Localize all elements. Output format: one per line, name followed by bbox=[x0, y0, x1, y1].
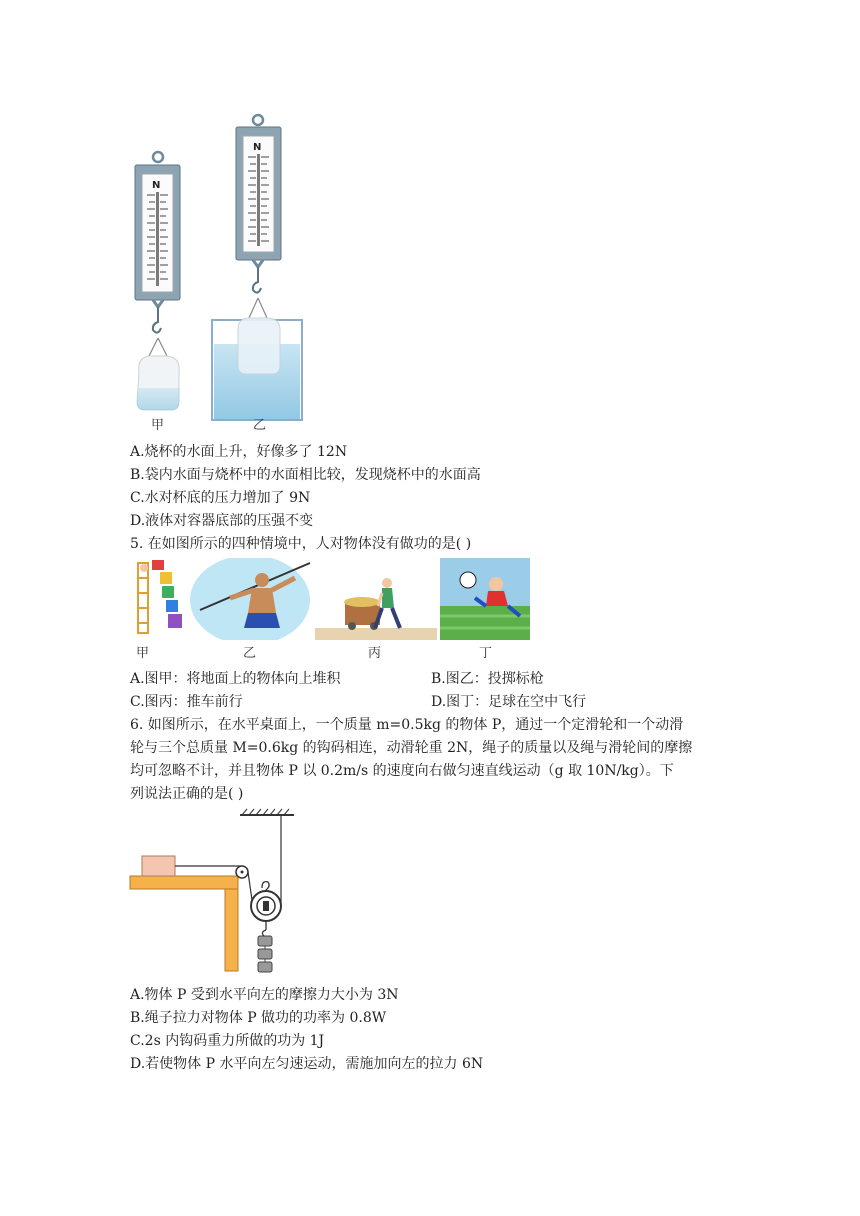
q5-label-yi: 乙 bbox=[243, 646, 257, 661]
q5-label-bing: 丙 bbox=[368, 646, 382, 661]
scene-yi-javelin bbox=[190, 558, 310, 640]
scene-bing-pushing-cart bbox=[315, 578, 437, 640]
scene-jia-stacking bbox=[138, 560, 182, 633]
svg-text:N: N bbox=[253, 142, 262, 153]
q5-label-ding: 丁 bbox=[479, 646, 493, 661]
q4-option-d[interactable]: D.液体对容器底部的压强不变 bbox=[130, 513, 314, 529]
figure-label-yi: 乙 bbox=[253, 418, 267, 433]
q6-stem-line-2: 轮与三个总质量 M=0.6kg 的钩码相连，动滑轮重 2N，绳子的质量以及绳与滑轮间的摩擦 bbox=[130, 740, 693, 756]
q5-option-c[interactable]: C.图丙：推车前行 bbox=[130, 694, 243, 710]
q6-option-a[interactable]: A.物体 P 受到水平向左的摩擦力大小为 3N bbox=[130, 987, 399, 1003]
spring-scale-jia bbox=[135, 152, 180, 410]
q6-stem-line-1: 6. 如图所示，在水平桌面上，一个质量 m=0.5kg 的物体 P，通过一个定滑轮和一个动滑 bbox=[130, 717, 684, 733]
q6-option-b[interactable]: B.绳子拉力对物体 P 做功的功率为 0.8W bbox=[130, 1010, 387, 1026]
q6-option-d[interactable]: D.若使物体 P 水平向左匀速运动，需施加向左的拉力 6N bbox=[130, 1056, 484, 1072]
q5-stem: 5. 在如图所示的四种情境中，人对物体没有做功的是( ) bbox=[130, 536, 472, 552]
q4-option-b[interactable]: B.袋内水面与烧杯中的水面相比较，发现烧杯中的水面高 bbox=[130, 467, 481, 483]
spring-scale-figure bbox=[125, 110, 325, 440]
q5-option-b[interactable]: B.图乙：投掷标枪 bbox=[431, 671, 544, 687]
q4-option-a[interactable]: A.烧杯的水面上升，好像多了 12N bbox=[130, 444, 348, 460]
pulley-figure bbox=[128, 808, 298, 976]
q5-option-d[interactable]: D.图丁：足球在空中飞行 bbox=[431, 694, 587, 710]
svg-text:N: N bbox=[152, 180, 161, 191]
scene-ding-soccer bbox=[440, 558, 530, 640]
q5-figure bbox=[130, 558, 530, 640]
spring-scale-yi bbox=[212, 115, 302, 420]
q6-option-c[interactable]: C.2s 内钩码重力所做的功为 1J bbox=[130, 1033, 325, 1049]
q5-label-jia: 甲 bbox=[136, 646, 150, 661]
figure-label-jia: 甲 bbox=[151, 418, 165, 433]
q6-stem-line-4: 列说法正确的是( ) bbox=[130, 786, 244, 802]
q6-stem-line-3: 均可忽略不计，并且物体 P 以 0.2m/s 的速度向右做匀速直线运动（g 取 10N/kg）。下 bbox=[130, 763, 674, 779]
q4-option-c[interactable]: C.水对杯底的压力增加了 9N bbox=[130, 490, 311, 506]
q5-option-a[interactable]: A.图甲：将地面上的物体向上堆积 bbox=[130, 671, 341, 687]
